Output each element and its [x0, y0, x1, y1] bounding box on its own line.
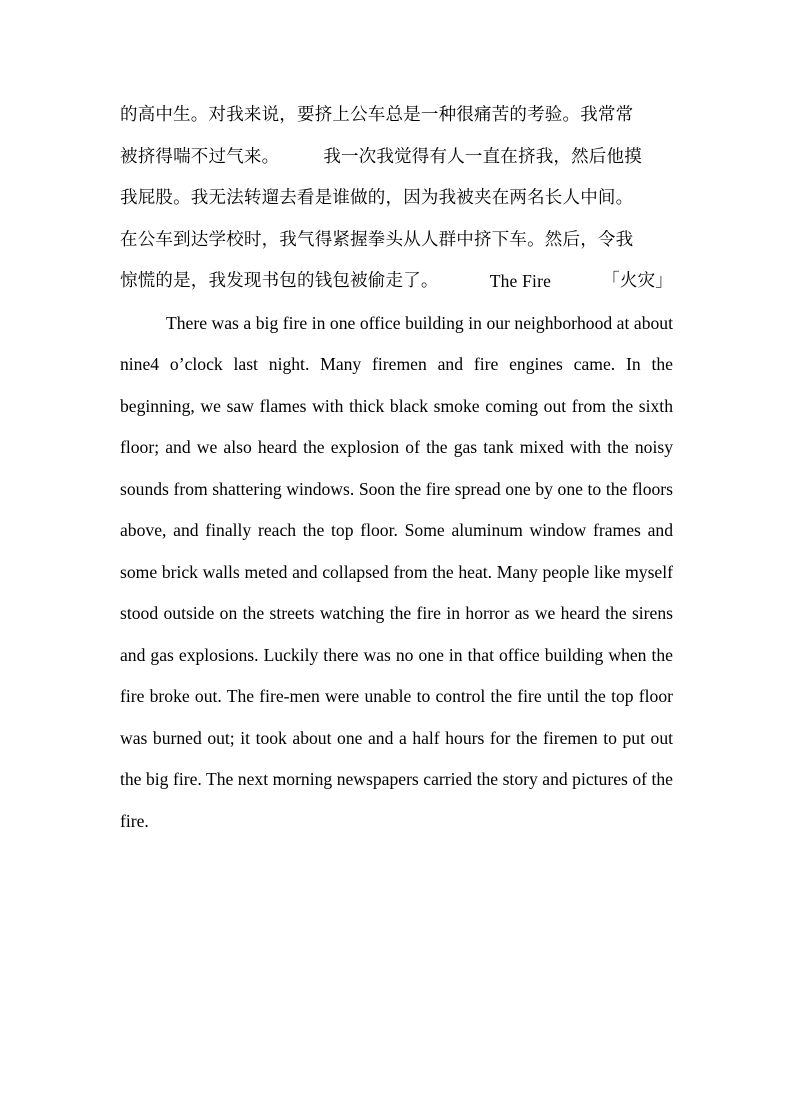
chinese-text-line: 在公车到达学校时，我气得紧握拳头从人群中挤下车。然后，令我: [120, 229, 634, 250]
chinese-text-line: [120, 137, 673, 179]
essay-title-chinese: 「火灾」: [602, 271, 673, 291]
essay-body-paragraph: There was a big fire in one office building in our neighborhood at about nine4 o’clock last night. Many firemen and fire engines came. In the beginning, we saw flames with thick black smoke coming out from the sixth floor; and we also heard the explosion of the gas tank mixed with the noisy sounds from shattering windows. Soon the fire spread one by one to the floors above, and finally reach the top floor. Some aluminum window frames and some brick walls meted and collapsed from the heat. Many people like myself stood outside on the streets watching the fire in horror as we heard the sirens and gas explosions. Luckily there was no one in that office building when the fire broke out. The fire-men were unable to control the fire until the top floor was burned out; it took about one and a half hours for the firemen to put out the big fire. The next morning newspapers carried the story and pictures of the fire.: [120, 312, 673, 831]
essay-title-english: The Fire: [489, 271, 552, 291]
chinese-text-segment: 被挤得喘不过气来。: [120, 146, 280, 167]
chinese-text-line-with-title: [120, 261, 673, 303]
chinese-text-line: 的高中生。对我来说，要挤上公车总是一种很痛苦的考验。我常常: [120, 105, 634, 125]
chinese-text-line: 我屁股。我无法转遛去看是谁做的，因为我被夹在两名长人中间。: [120, 188, 634, 208]
chinese-text-segment: 惊慌的是，我发现书包的钱包被偷走了。: [120, 271, 439, 291]
text-block: [120, 95, 673, 842]
chinese-text-segment: 我一次我觉得有人一直在挤我，然后他摸: [323, 146, 642, 167]
